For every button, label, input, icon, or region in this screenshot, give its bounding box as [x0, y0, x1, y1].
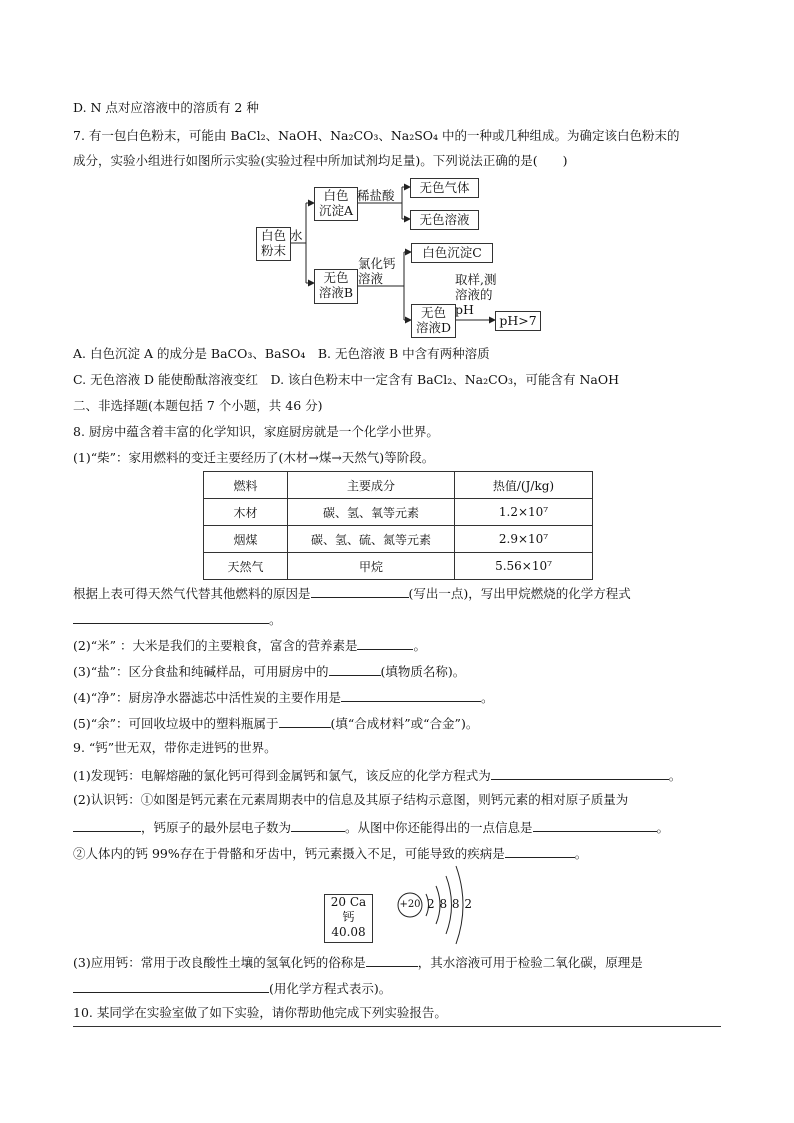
- q8-part3: (3)“盐”：区分食盐和纯碱样品，可用厨房中的 (填物质名称)。: [73, 661, 465, 681]
- fuel-table-col-heat: 热值/(J/kg): [455, 472, 593, 499]
- flow-precipitate-c: 白色沉淀C: [411, 243, 493, 263]
- flow-ph-label: 取样,测 溶液的 pH: [455, 272, 497, 317]
- answer-blank[interactable]: [505, 843, 575, 858]
- answer-blank[interactable]: [291, 817, 345, 832]
- table-cell: 碳、氢、硫、氮等元素: [288, 526, 455, 553]
- answer-blank[interactable]: [533, 817, 657, 832]
- q9-stem: 9. “钙”世无双，带你走进钙的世界。: [73, 740, 277, 755]
- q10-stem: 10. 某同学在实验室做了如下实验，请你帮助他完成下列实验报告。: [73, 1005, 447, 1020]
- section-2-heading: 二、非选择题(本题包括 7 个小题，共 46 分): [73, 398, 323, 413]
- q9-part3: (3)应用钙：常用于改良酸性土壤的氢氧化钙的俗称是 ，其水溶液可用于检验二氧化碳，原理是: [73, 952, 643, 972]
- q9-part2-questions: ，钙原子的最外层电子数为 。从图中你还能得出的一点信息是 。: [73, 817, 669, 837]
- table-cell: 甲烷: [288, 553, 455, 580]
- fuel-table: [203, 471, 593, 580]
- answer-blank[interactable]: [491, 765, 669, 780]
- flow-cacl2-label: 氯化钙 溶液: [358, 256, 396, 286]
- table-cell: 烟煤: [204, 526, 288, 553]
- table-row: [204, 526, 593, 553]
- q8-stem: 8. 厨房中蕴含着丰富的化学知识，家庭厨房就是一个化学小世界。: [73, 424, 439, 439]
- q7-options-cd: C. 无色溶液 D 能使酚酞溶液变红 D. 该白色粉末中一定含有 BaCl₂、Na₂CO₃，可能含有 NaOH: [73, 372, 619, 387]
- flow-colorless-gas: 无色气体: [410, 178, 479, 198]
- answer-blank[interactable]: [311, 583, 409, 598]
- flow-solution-b: 无色 溶液B: [314, 269, 358, 304]
- table-row: [204, 553, 593, 580]
- q9-part3-equation: (用化学方程式表示)。: [73, 978, 391, 998]
- answer-blank[interactable]: [357, 635, 413, 650]
- table-cell: 天然气: [204, 553, 288, 580]
- answer-blank[interactable]: [341, 687, 481, 702]
- q9-part2-disease: ②人体内的钙 99%存在于骨骼和牙齿中，钙元素摄入不足，可能导致的疾病是 。: [73, 843, 587, 863]
- q7-stem-line2: 成分，实验小组进行如图所示实验(实验过程中所加试剂均足量)。下列说法正确的是( ): [73, 153, 568, 168]
- q8-part4: (4)“净”：厨房净水器滤芯中活性炭的主要作用是 。: [73, 687, 494, 707]
- q7-stem-line1: 7. 有一包白色粉末，可能由 BaCl₂、NaOH、Na₂CO₃、Na₂SO₄ 中的一种或几种组成。为确定该白色粉末的: [73, 128, 680, 143]
- q9-part2-intro: (2)认识钙：①如图是钙元素在元素周期表中的信息及其原子结构示意图，则钙元素的相对原子质量为: [73, 792, 629, 807]
- answer-blank[interactable]: [329, 661, 381, 676]
- flow-ph-result: pH>7: [495, 311, 541, 331]
- fuel-table-header: [204, 472, 593, 499]
- flow-hcl-label: 稀盐酸: [357, 188, 395, 203]
- flow-precipitate-a: 白色 沉淀A: [314, 187, 358, 221]
- answer-blank[interactable]: [73, 978, 269, 993]
- q8-part1: (1)“柴”：家用燃料的变迁主要经历了(木材→煤→天然气)等阶段。: [73, 450, 435, 465]
- calcium-element-card: [324, 894, 373, 943]
- q8-part2: (2)“米” ：大米是我们的主要粮食，富含的营养素是 。: [73, 635, 426, 655]
- table-row: [204, 499, 593, 526]
- atom-shell-electrons: 2 8 8 2: [427, 897, 472, 911]
- table-cell: 2.9×10⁷: [455, 526, 593, 553]
- atom-nucleus-label: +20: [399, 899, 421, 910]
- table-cell: 1.2×10⁷: [455, 499, 593, 526]
- flow-solution-d: 无色 溶液D: [411, 304, 456, 338]
- fuel-table-col-composition: 主要成分: [288, 472, 455, 499]
- page-bottom-rule: [73, 1026, 721, 1027]
- q7-flow-connectors: [0, 0, 794, 350]
- fuel-table-col-fuel: 燃料: [204, 472, 288, 499]
- answer-blank[interactable]: [73, 609, 269, 624]
- q8-part5: (5)“余”：可回收垃圾中的塑料瓶属于 (填“合成材料”或“合金”)。: [73, 713, 478, 733]
- flow-colorless-solution: 无色溶液: [410, 210, 479, 230]
- flow-water-label: 水: [290, 228, 303, 243]
- q8-part1-equation: 。: [73, 609, 282, 629]
- element-name: 钙: [342, 910, 355, 924]
- element-mass: 40.08: [331, 925, 366, 939]
- answer-blank[interactable]: [279, 713, 331, 728]
- table-cell: 5.56×10⁷: [455, 553, 593, 580]
- element-number-symbol: 20 Ca: [330, 895, 367, 909]
- q9-part1: (1)发现钙：电解熔融的氯化钙可得到金属钙和氯气，该反应的化学方程式为 。: [73, 765, 681, 785]
- flow-start-powder: 白色 粉末: [256, 227, 291, 261]
- table-cell: 碳、氢、氧等元素: [288, 499, 455, 526]
- q6-option-d: D. N 点对应溶液中的溶质有 2 种: [73, 100, 259, 115]
- table-cell: 木材: [204, 499, 288, 526]
- answer-blank[interactable]: [73, 817, 141, 832]
- q8-part1-question: 根据上表可得天然气代替其他燃料的原因是 (写出一点)，写出甲烷燃烧的化学方程式: [73, 583, 631, 603]
- answer-blank[interactable]: [366, 952, 418, 967]
- q7-options-ab: A. 白色沉淀 A 的成分是 BaCO₃、BaSO₄ B. 无色溶液 B 中含有两种溶质: [73, 346, 490, 361]
